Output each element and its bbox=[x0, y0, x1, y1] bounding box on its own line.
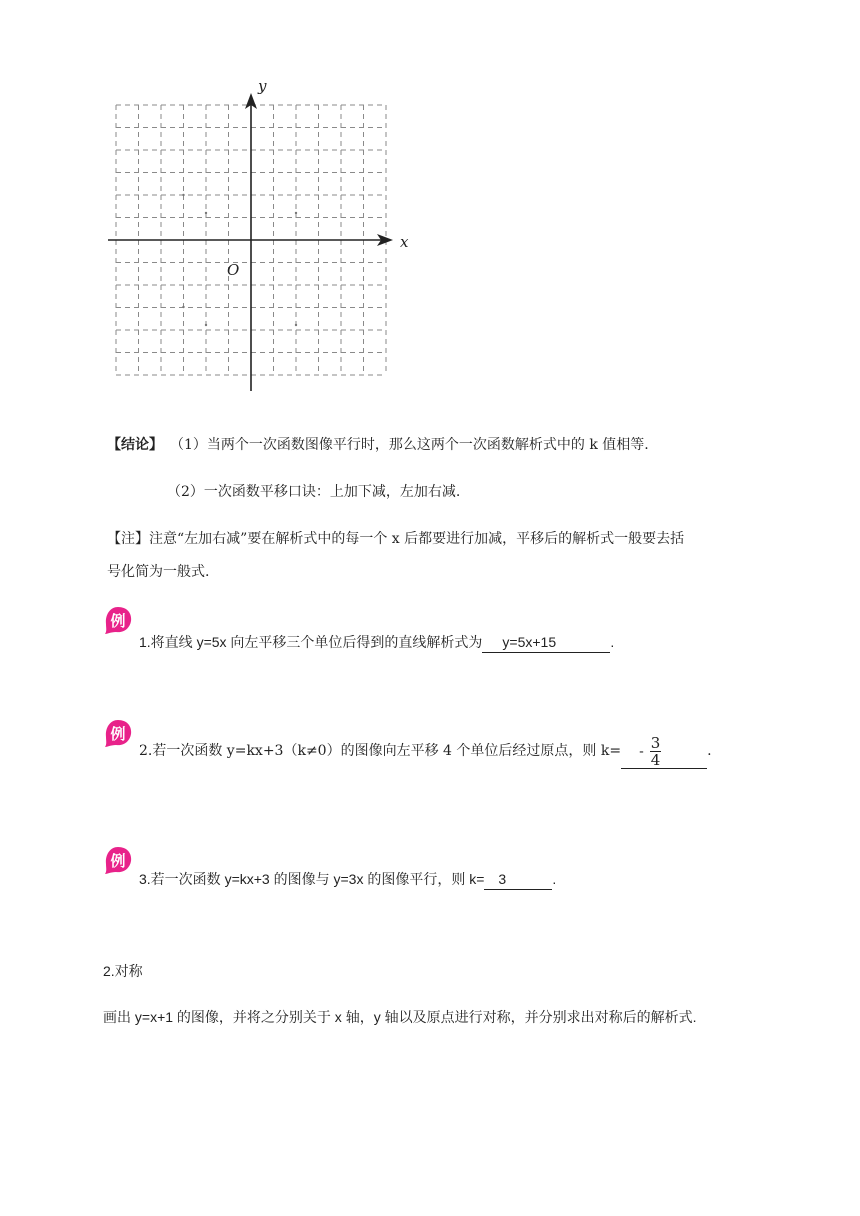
conclusion-item-1: （1）当两个一次函数图像平行时，那么这两个一次函数解析式中的 k 值相等. bbox=[177, 437, 649, 453]
conclusion-line-1 bbox=[107, 435, 649, 455]
example-3-answer-blank bbox=[484, 869, 552, 890]
svg-text:例: 例 bbox=[110, 612, 126, 630]
x-axis-label: x bbox=[400, 233, 409, 251]
example-3-answer: 3 bbox=[498, 871, 507, 887]
example-1-answer: y=5x+15 bbox=[502, 634, 557, 650]
note-line-2: 号化简为一般式. bbox=[107, 564, 210, 580]
example-3-suffix: . bbox=[552, 871, 557, 887]
example-1-prefix: 1.将直线 y=5x 向左平移三个单位后得到的直线解析式为 bbox=[139, 634, 483, 650]
example-1-answer-blank bbox=[482, 632, 610, 653]
example-1-suffix: . bbox=[610, 634, 615, 650]
origin-label: O bbox=[227, 261, 240, 279]
example-1 bbox=[139, 632, 614, 653]
example-2-answer-numerator: 3 bbox=[650, 733, 661, 752]
example-2-answer-blank bbox=[621, 735, 707, 769]
svg-text:例: 例 bbox=[110, 725, 126, 743]
y-axis-label: y bbox=[258, 77, 267, 95]
example-badge-icon bbox=[103, 845, 133, 875]
section-text: 画出 y=x+1 的图像，并将之分别关于 x 轴，y 轴以及原点进行对称，并分别求出对称后的解析式. bbox=[103, 1009, 697, 1025]
example-2-answer-sign: - bbox=[639, 742, 644, 758]
example-2-suffix: . bbox=[707, 743, 712, 759]
coordinate-grid bbox=[100, 75, 420, 395]
svg-text:例: 例 bbox=[110, 852, 126, 870]
example-3-prefix: 3.若一次函数 y=kx+3 的图像与 y=3x 的图像平行，则 k= bbox=[139, 871, 485, 887]
example-2-answer-denominator: 4 bbox=[650, 750, 661, 769]
example-badge-icon bbox=[103, 718, 133, 748]
grid-dots bbox=[182, 194, 297, 326]
example-2 bbox=[139, 731, 712, 771]
section-heading: 2.对称 bbox=[103, 963, 143, 979]
example-3 bbox=[139, 869, 556, 890]
note-line-1: 【注】注意“左加右减”要在解析式中的每一个 x 后都要进行加减，平移后的解析式一般要去括 bbox=[107, 531, 685, 547]
example-badge-icon bbox=[103, 605, 133, 635]
conclusion-tag: 【结论】 bbox=[107, 437, 163, 453]
example-2-answer-fraction bbox=[650, 735, 662, 768]
grid-svg bbox=[100, 75, 420, 395]
conclusion-item-2: （2）一次函数平移口诀：上加下减，左加右减. bbox=[167, 484, 461, 500]
example-2-prefix: 2.若一次函数 y=kx+3（k≠0）的图像向左平移 4 个单位后经过原点，则 k= bbox=[139, 743, 622, 759]
